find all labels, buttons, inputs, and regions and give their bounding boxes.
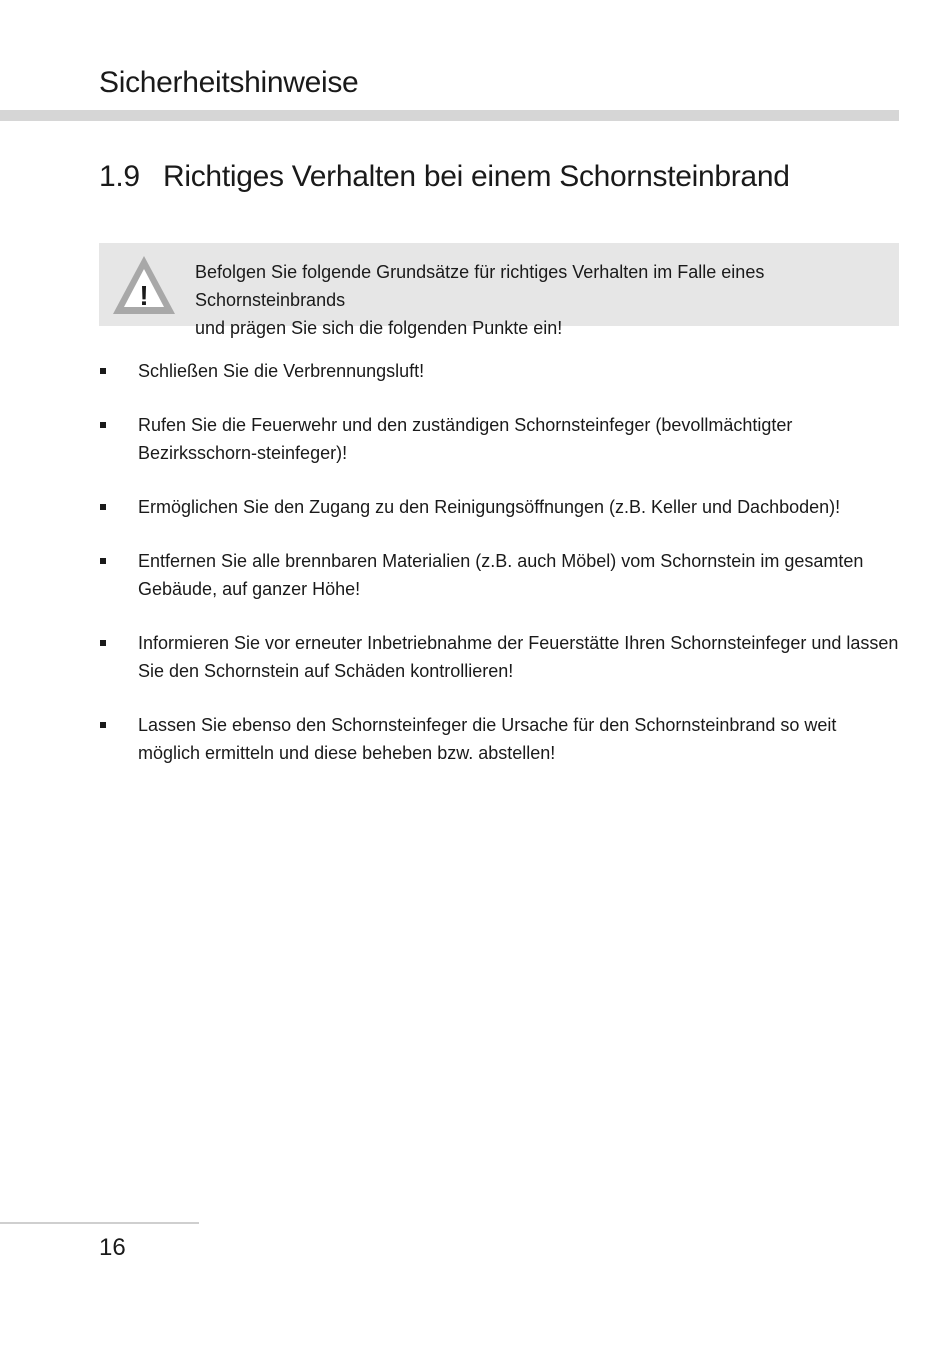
section-header: Sicherheitshinweise (99, 66, 359, 99)
list-item-text: Informieren Sie vor erneuter Inbetriebnahme der Feuerstätte Ihren Schornsteinfeger und lassen Sie den Schornstein auf Schäden kontrollieren! (138, 633, 899, 681)
list-item (99, 357, 899, 385)
chapter-number: 1.9 (99, 160, 140, 193)
list-item-text: Lassen Sie ebenso den Schornsteinfeger die Ursache für den Schornsteinbrand so weit möglich ermitteln und diese beheben bzw. abstellen! (138, 715, 837, 763)
chapter-title-text: Richtiges Verhalten bei einem Schornsteinbrand (163, 160, 790, 193)
list-item (99, 547, 899, 603)
bullet-square-icon (100, 558, 106, 564)
instruction-list (99, 357, 899, 793)
bullet-square-icon (100, 504, 106, 510)
bullet-square-icon (100, 640, 106, 646)
list-item-text: Ermöglichen Sie den Zugang zu den Reinigungsöffnungen (z.B. Keller und Dachboden)! (138, 497, 841, 517)
warning-line-2: und prägen Sie sich die folgenden Punkte ein! (195, 318, 563, 338)
warning-text (195, 258, 885, 342)
footer-rule (0, 1222, 199, 1224)
list-item-text: Schließen Sie die Verbrennungsluft! (138, 361, 425, 381)
list-item (99, 411, 899, 467)
list-item-text: Rufen Sie die Feuerwehr und den zuständigen Schornsteinfeger (bevollmächtigter Bezirksschorn-steinfeger)! (138, 415, 793, 463)
list-item (99, 711, 899, 767)
list-item (99, 493, 899, 521)
list-item-text: Entfernen Sie alle brennbaren Materialien (z.B. auch Möbel) vom Schornstein im gesamten Gebäude, auf ganzer Höhe! (138, 551, 864, 599)
bullet-square-icon (100, 422, 106, 428)
warning-triangle-icon (112, 253, 176, 317)
chapter-title (99, 160, 790, 194)
page-number: 16 (99, 1234, 126, 1261)
warning-glyph: ! (139, 280, 149, 311)
bullet-square-icon (100, 368, 106, 374)
bullet-square-icon (100, 722, 106, 728)
list-item (99, 629, 899, 685)
warning-line-1: Befolgen Sie folgende Grundsätze für richtiges Verhalten im Falle eines Schornsteinbrands (195, 262, 765, 310)
header-rule (0, 110, 899, 121)
warning-box (99, 243, 899, 338)
